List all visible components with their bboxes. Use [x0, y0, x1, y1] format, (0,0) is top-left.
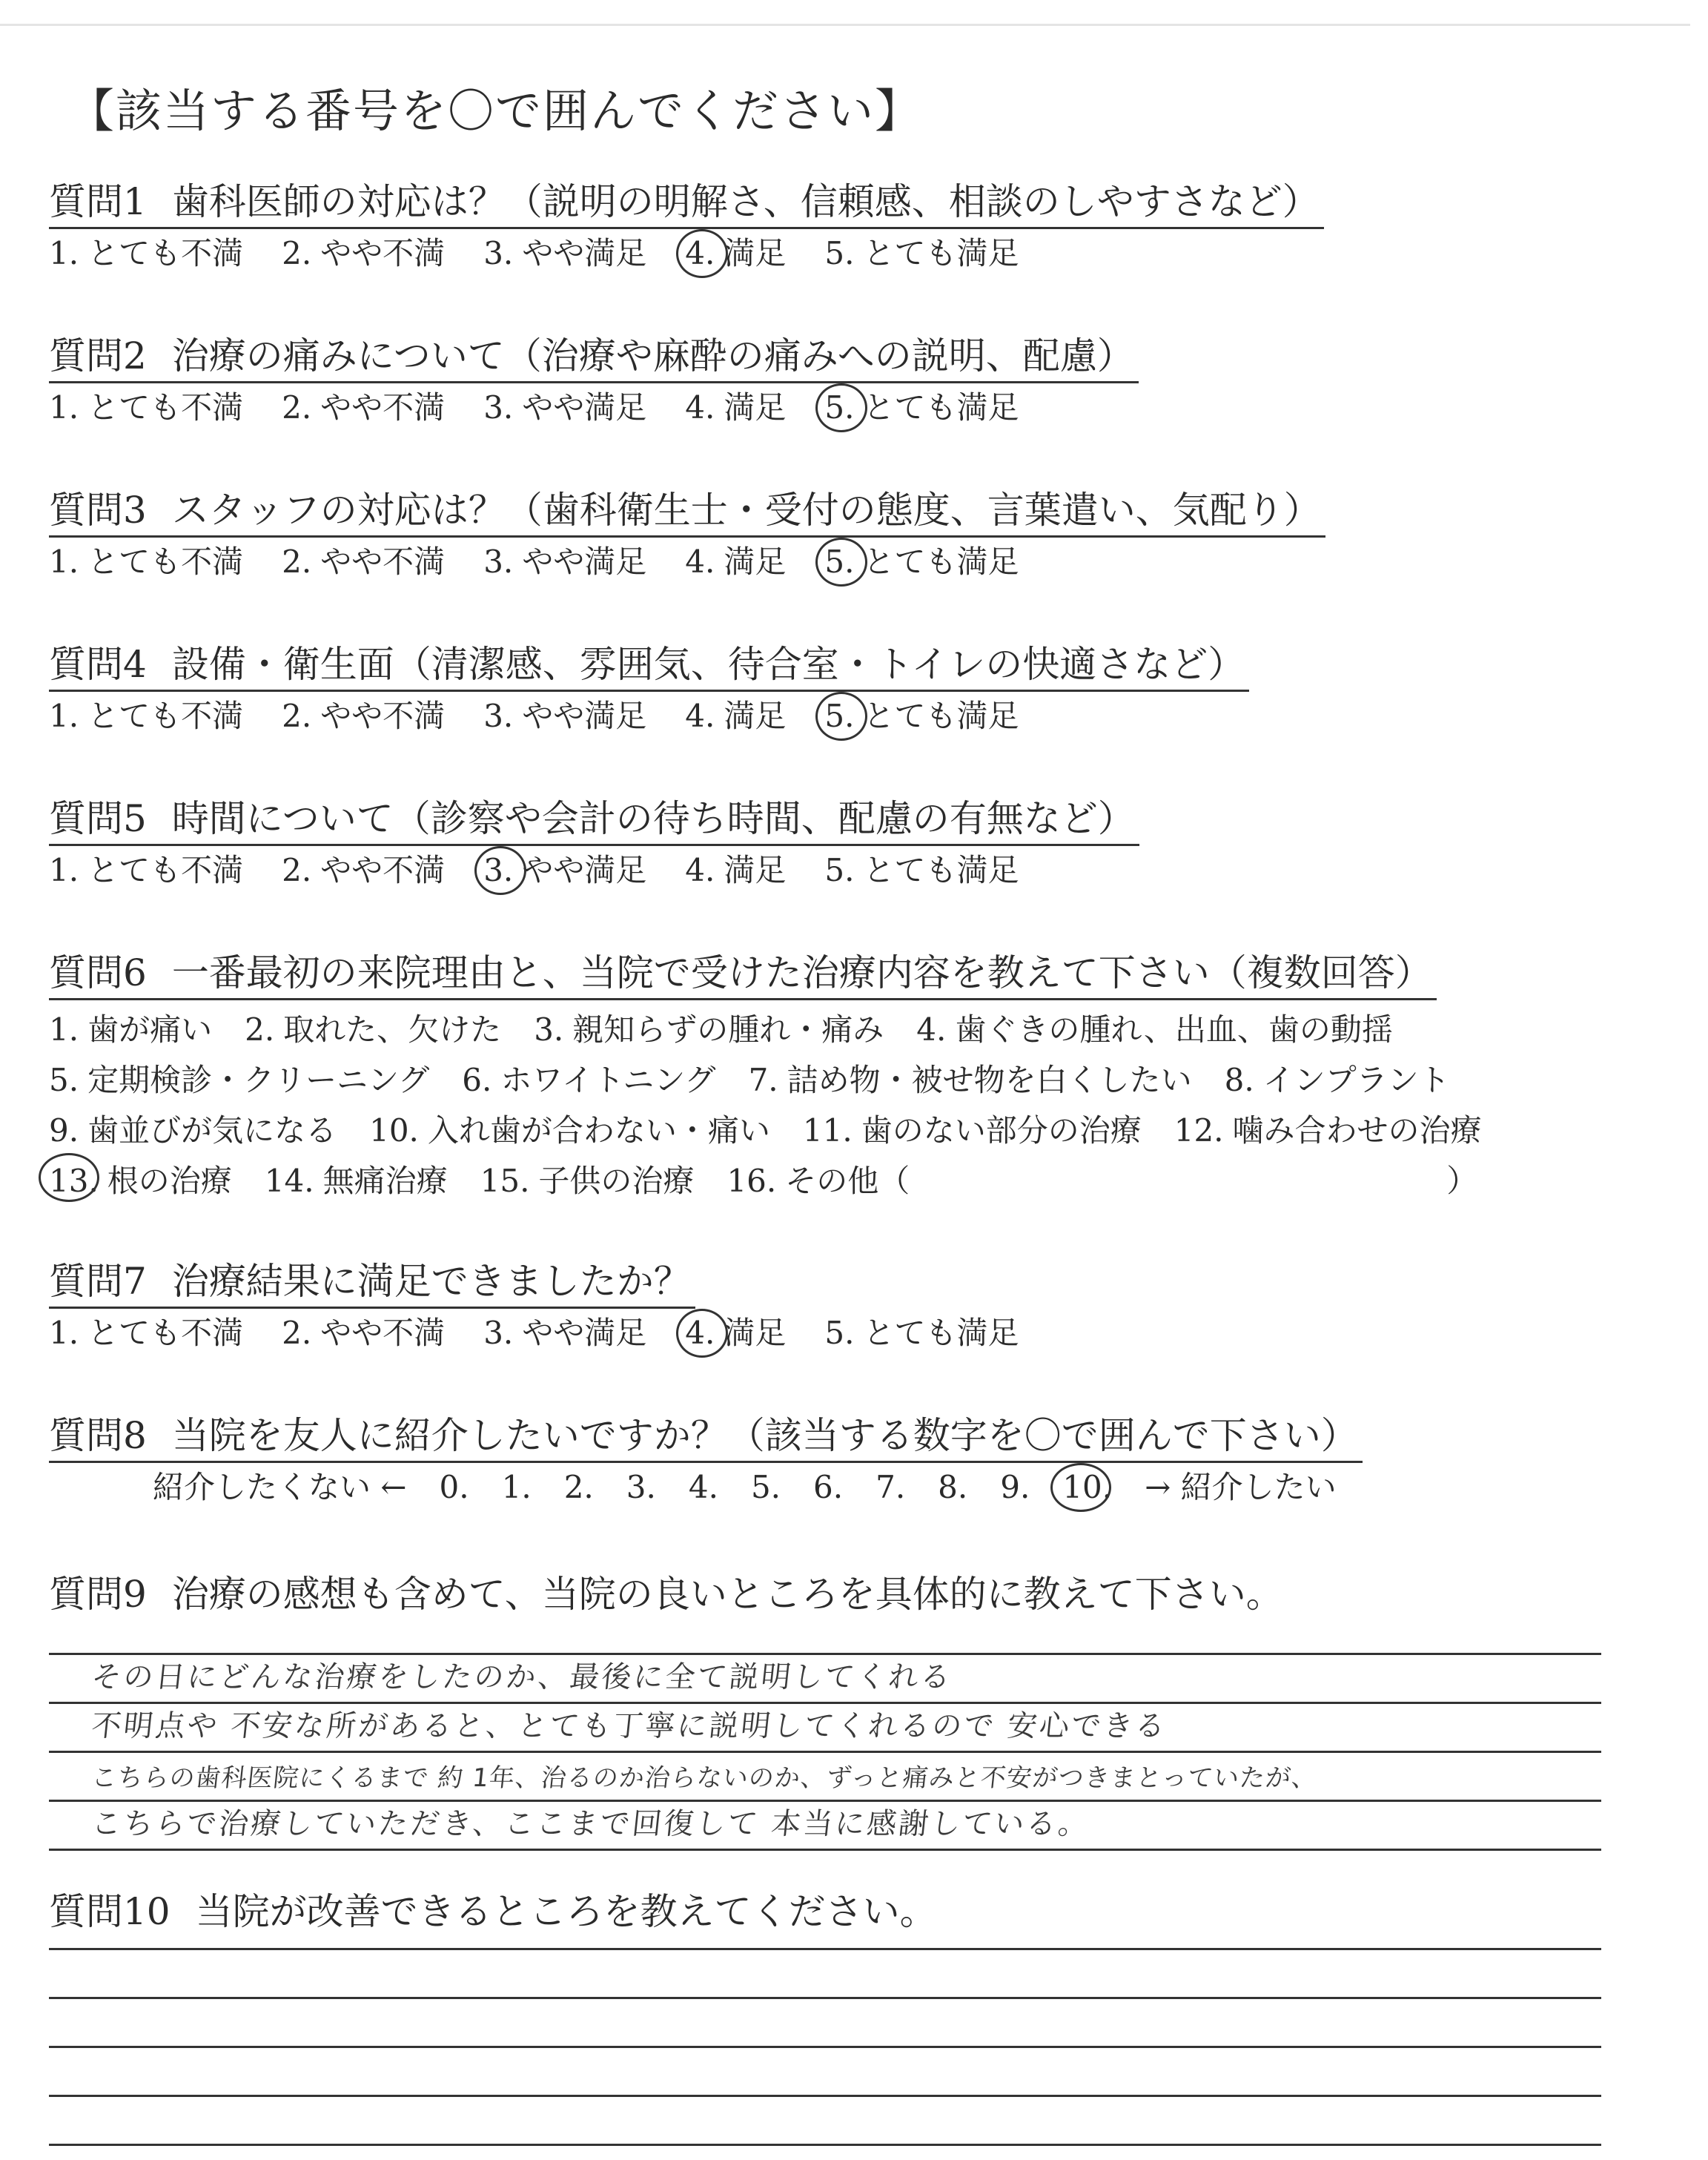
question-8 [49, 1412, 1369, 1509]
option-number: 1. [49, 698, 79, 734]
question-5 [49, 795, 1139, 892]
scale-option[interactable]: 6. [813, 1469, 844, 1505]
rating-option-5[interactable] [824, 695, 1019, 738]
handwritten-answer: こちらの歯科医院にくるまで 約 1年、治るのか治らないのか、ずっと痛みと不安がつきまとっていたが、 [90, 1763, 1320, 1793]
option-label: とても不満 [87, 544, 244, 580]
treatment-option[interactable]: 2. 取れた、欠けた [245, 1011, 502, 1048]
answer-line [49, 1753, 1601, 1802]
rating-option-1[interactable] [49, 1312, 243, 1355]
option-number: 4. [685, 1312, 715, 1355]
option-number: 5. [824, 541, 854, 584]
answer-line [49, 2048, 1601, 2097]
rating-options [49, 695, 1249, 738]
option-number: 1. [49, 389, 79, 426]
answer-line [49, 1704, 1601, 1753]
option-number: 3. [483, 698, 514, 734]
option-number: 4. [685, 544, 715, 580]
rating-option-2[interactable] [282, 849, 445, 892]
option-label: とても不満 [87, 852, 244, 888]
page-title: 【該当する番号を〇で囲んでください】 [68, 84, 923, 138]
scale-option[interactable]: 7. [875, 1469, 906, 1505]
question-title: 質問5 時間について（診察や会計の待ち時間、配慮の有無など） [49, 795, 1139, 846]
option-label: 満足 [724, 389, 787, 426]
option-label: とても満足 [863, 235, 1019, 271]
question-title: 質問9 治療の感想も含めて、当院の良いところを具体的に教えて下さい。 [49, 1573, 1283, 1616]
handwritten-answer: その日にどんな治療をしたのか、最後に全て説明してくれる [90, 1660, 955, 1694]
rating-option-4[interactable] [685, 1312, 786, 1355]
answer-line [49, 1999, 1601, 2048]
treatment-option[interactable]: 11. 歯のない部分の治療 [802, 1112, 1142, 1149]
option-number: 2. [282, 544, 312, 580]
rating-option-5[interactable] [824, 1312, 1019, 1355]
scale-right-label: → 紹介したい [1145, 1469, 1337, 1505]
option-label: やや満足 [522, 235, 647, 271]
option-label: 満足 [724, 698, 787, 734]
other-close-paren: ） [1446, 1163, 1478, 1199]
rating-option-4[interactable] [685, 695, 786, 738]
scan-edge-line [0, 24, 1690, 26]
rating-option-3[interactable] [483, 386, 646, 429]
answer-line [49, 1802, 1601, 1851]
scale-option[interactable]: 10. [1062, 1466, 1112, 1509]
option-number: 5. [824, 852, 855, 888]
option-label: とても満足 [863, 389, 1019, 426]
option-number: 2. [282, 852, 312, 888]
rating-option-1[interactable] [49, 849, 243, 892]
rating-option-4[interactable] [685, 232, 786, 275]
option-number: 2. [282, 698, 312, 734]
scale-left-label: 紹介したくない ← [153, 1469, 407, 1505]
treatment-option[interactable]: 14. 無痛治療 [264, 1163, 448, 1199]
answer-line [49, 1655, 1601, 1704]
rating-option-3[interactable] [483, 849, 646, 892]
option-number: 4. [685, 232, 715, 275]
rating-option-2[interactable] [282, 1312, 445, 1355]
handwritten-answer: 不明点や 不安な所があると、とても丁寧に説明してくれるので 安心できる [90, 1709, 1169, 1743]
treatment-row [49, 1156, 1515, 1206]
question-7 [49, 1258, 1057, 1355]
rating-option-1[interactable] [49, 232, 243, 275]
rating-option-3[interactable] [483, 541, 646, 584]
option-number: 3. [483, 235, 514, 271]
treatment-option[interactable]: 10. 入れ歯が合わない・痛い [369, 1112, 770, 1149]
option-label: やや満足 [522, 544, 647, 580]
treatment-option[interactable]: 9. 歯並びが気になる [49, 1112, 337, 1149]
option-number: 1. [49, 852, 79, 888]
scale-option[interactable]: 2. [563, 1469, 594, 1505]
rating-option-4[interactable] [685, 541, 786, 584]
option-number: 1. [49, 1315, 79, 1351]
option-number: 5. [824, 386, 854, 429]
rating-option-4[interactable] [685, 849, 786, 892]
option-label: やや不満 [320, 1315, 446, 1351]
rating-options [49, 386, 1139, 429]
option-number: 5. [824, 235, 855, 271]
option-number: 4. [685, 389, 715, 426]
treatment-option[interactable]: 1. 歯が痛い [49, 1011, 213, 1048]
treatment-option[interactable]: 12. 噛み合わせの治療 [1174, 1112, 1482, 1149]
question-title: 質問6 一番最初の来院理由と、当院で受けた治療内容を教えて下さい（複数回答） [49, 949, 1437, 1000]
question-title: 質問1 歯科医師の対応は？（説明の明解さ、信頼感、相談のしやすさなど） [49, 178, 1324, 229]
option-label: やや満足 [522, 698, 647, 734]
rating-option-2[interactable] [282, 695, 445, 738]
option-number: 2. [282, 1315, 312, 1351]
answer-lines-q9 [49, 1606, 1601, 1851]
rating-option-4[interactable] [685, 386, 786, 429]
treatment-option[interactable]: 3. 親知らずの腫れ・痛み [534, 1011, 884, 1048]
question-1 [49, 178, 1324, 275]
treatment-option[interactable]: 6. ホワイトニング [462, 1062, 716, 1098]
handwritten-answer: こちらで治療していただき、ここまで回復して 本当に感謝している。 [90, 1807, 1092, 1841]
treatment-option[interactable]: 4. 歯ぐきの腫れ、出血、歯の動揺 [916, 1011, 1393, 1048]
rating-option-1[interactable] [49, 541, 243, 584]
option-label: 満足 [724, 235, 787, 271]
option-label: やや不満 [320, 852, 446, 888]
question-title: 質問8 当院を友人に紹介したいですか？（該当する数字を〇で囲んで下さい） [49, 1412, 1363, 1463]
rating-option-5[interactable] [824, 849, 1019, 892]
option-label: やや不満 [320, 235, 446, 271]
option-label: とても満足 [863, 852, 1019, 888]
rating-option-5[interactable] [824, 541, 1019, 584]
treatment-option[interactable]: 15. 子供の治療 [480, 1163, 695, 1199]
rating-option-2[interactable] [282, 232, 445, 275]
rating-option-2[interactable] [282, 386, 445, 429]
question-title: 質問10 当院が改善できるところを教えてください。 [49, 1890, 937, 1933]
treatment-row [49, 1005, 1515, 1055]
rating-options [49, 541, 1325, 584]
option-label: 満足 [724, 852, 787, 888]
option-label: 満足 [724, 544, 787, 580]
scale-option[interactable]: 3. [626, 1469, 656, 1505]
treatment-option[interactable]: 16. その他（ [726, 1163, 910, 1199]
treatment-option[interactable]: 13. 根の治療 [49, 1156, 232, 1206]
question-2 [49, 332, 1139, 429]
option-label: 満足 [724, 1315, 787, 1351]
question-4 [49, 641, 1249, 738]
rating-option-2[interactable] [282, 541, 445, 584]
option-label: やや不満 [320, 544, 446, 580]
option-number: 5. [824, 1315, 855, 1351]
option-number: 1. [49, 235, 79, 271]
scale-option[interactable]: 5. [750, 1469, 781, 1505]
option-number: 3. [483, 389, 514, 426]
rating-option-3[interactable] [483, 1312, 646, 1355]
answer-lines-q10 [49, 1901, 1601, 2146]
treatment-row [49, 1106, 1515, 1156]
option-label: とても満足 [863, 1315, 1019, 1351]
option-label: やや満足 [522, 389, 647, 426]
option-number: 3. [483, 1315, 514, 1351]
rating-option-5[interactable] [824, 386, 1019, 429]
option-number: 3. [483, 544, 514, 580]
question-title: 質問4 設備・衛生面（清潔感、雰囲気、待合室・トイレの快適さなど） [49, 641, 1249, 692]
option-number: 2. [282, 389, 312, 426]
option-label: やや不満 [320, 389, 446, 426]
option-label: やや満足 [522, 852, 647, 888]
treatment-options [49, 1005, 1515, 1206]
treatment-row [49, 1055, 1515, 1106]
option-number: 4. [685, 698, 715, 734]
option-label: とても不満 [87, 235, 244, 271]
option-number: 3. [483, 849, 513, 892]
rating-option-3[interactable] [483, 695, 646, 738]
treatment-option[interactable]: 5. 定期検診・クリーニング [49, 1062, 430, 1098]
question-title: 質問2 治療の痛みについて（治療や麻酔の痛みへの説明、配慮） [49, 332, 1139, 383]
rating-options [49, 1312, 1057, 1355]
question-3 [49, 486, 1325, 584]
question-title: 質問7 治療結果に満足できましたか？ [49, 1258, 695, 1309]
recommend-scale [153, 1466, 1369, 1509]
option-label: やや満足 [522, 1315, 647, 1351]
rating-option-1[interactable] [49, 386, 243, 429]
question-title: 質問3 スタッフの対応は？（歯科衛生士・受付の態度、言葉遣い、気配り） [49, 486, 1325, 538]
option-label: とても不満 [87, 389, 244, 426]
option-label: やや不満 [320, 698, 446, 734]
option-number: 2. [282, 235, 312, 271]
option-label: とても不満 [87, 1315, 244, 1351]
option-number: 4. [685, 852, 715, 888]
option-label: とても不満 [87, 698, 244, 734]
scale-option[interactable]: 4. [688, 1469, 718, 1505]
rating-option-3[interactable] [483, 232, 646, 275]
option-label: とても満足 [863, 544, 1019, 580]
scale-option[interactable]: 0. [439, 1469, 469, 1505]
answer-line [49, 1901, 1601, 1950]
treatment-option[interactable]: 8. インプラント [1224, 1062, 1450, 1098]
answer-line [49, 2097, 1601, 2146]
question-6 [49, 949, 1515, 1206]
answer-line [49, 1606, 1601, 1655]
scale-option[interactable]: 8. [938, 1469, 968, 1505]
option-label: とても満足 [863, 698, 1019, 734]
rating-option-1[interactable] [49, 695, 243, 738]
treatment-option[interactable]: 7. 詰め物・被せ物を白くしたい [748, 1062, 1192, 1098]
answer-line [49, 1950, 1601, 1999]
rating-options [49, 849, 1139, 892]
scale-option[interactable]: 1. [501, 1469, 532, 1505]
scale-option[interactable]: 9. [1000, 1469, 1030, 1505]
option-number: 5. [824, 695, 854, 738]
option-number: 1. [49, 544, 79, 580]
rating-option-5[interactable] [824, 232, 1019, 275]
rating-options [49, 232, 1324, 275]
